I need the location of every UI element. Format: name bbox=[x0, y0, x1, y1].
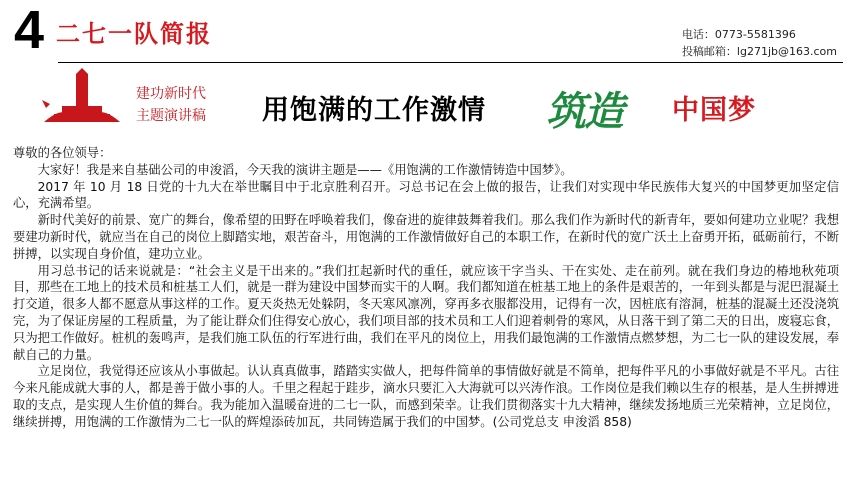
column-tag bbox=[136, 83, 206, 127]
monument-emblem-icon bbox=[40, 68, 124, 124]
article-paragraph: 用习总书记的话来说就是：“社会主义是干出来的。”我们扛起新时代的重任，就应该干字当头、干在实处、走在前列。就在我们身边的椿地秋苑项目，那些在工地上的技术员和桩基工人们，就是一群为建设中国梦而实干的人啊。我们都知道在桩基工地上的条件是艰苦的，一年到头都是与泥巴混凝土打交道，很多人都不愿意从事这样的工作。夏天炎热无处躲阴，冬天寒风凛冽，穿再多衣服都没用，记得有一次，因桩底有溶洞，桩基的混凝土还没浇筑完，为了保证房屋的工程质量，为了能让群众们住得安心放心，我们项目部的技术员和工人们迎着刺骨的寒风，从日落干到了第二天的日出，废寝忘食，只为把工作做好。桩机的轰鸣声，是我们施工队伍的行军进行曲，我们在平凡的岗位上，用我们最饱满的工作激情点燃梦想，为二七一队的建设发展，奉献自己的力量。 bbox=[13, 263, 839, 362]
masthead-rule bbox=[58, 62, 843, 63]
contact-email: 投稿邮箱：lg271jb@163.com bbox=[681, 45, 837, 58]
issue-number: 4 bbox=[14, 0, 43, 60]
column-tag-line2: 主题演讲稿 bbox=[136, 108, 206, 124]
article-paragraph: 立足岗位，我觉得还应该从小事做起。认认真真做事，踏踏实实做人，把每件简单的事情做好就是不简单，把每件平凡的小事做好就是不平凡。古往今来凡能成就大事的人，都是善于做小事的人。千里之程起于跬步，滴水只要汇入大海就可以兴涛作浪。工作岗位是我们赖以生存的根基，是人生拼搏进取的支点，是实现人生价值的舞台。我为能加入温暖奋进的二七一队，而感到荣幸。让我们贯彻落实十九大精神，继续发扬地质三光荣精神，立足岗位，继续拼搏，用饱满的工作激情为二七一队的辉煌添砖加瓦，共同铸造属于我们的中国梦。(公司党总支 申浚滔 858) bbox=[13, 364, 839, 429]
speech-article bbox=[13, 145, 839, 431]
paper-name: 二七一队简报 bbox=[56, 19, 212, 48]
headline-main: 用饱满的工作激情 bbox=[262, 95, 486, 126]
contact-info bbox=[682, 26, 837, 60]
article-greeting: 尊敬的各位领导： bbox=[13, 146, 112, 160]
article-paragraph: 大家好！我是来自基础公司的申浚滔，今天我的演讲主题是——《用饱满的工作激情铸造中国梦》。 bbox=[37, 162, 573, 177]
article-paragraph: 新时代美好的前景、宽广的舞台，像希望的田野在呼唤着我们，像奋进的旋律鼓舞着我们。那么我们作为新时代的新青年，要如何建功立业呢？我想要建功新时代，就应当在自己的岗位上脚踏实地，艰苦奋斗，用饱满的工作激情做好自己的本职工作，在新时代的宽广沃土上奋勇开拓，砥砺前行，不断拼搏，以实现自身价值，建功立业。 bbox=[13, 213, 839, 261]
headline-zhuzao: 筑造 bbox=[546, 88, 622, 135]
headline-zhongguomeng: 中国梦 bbox=[672, 95, 756, 126]
column-tag-line1: 建功新时代 bbox=[136, 86, 206, 102]
contact-phone: 电话：0773-5581396 bbox=[681, 28, 796, 41]
article-paragraph: 2017 年 10 月 18 日党的十九大在举世瞩目中于北京胜利召开。习总书记在会上做的报告，让我们对实现中华民族伟大复兴的中国梦更加坚定信心，充满希望。 bbox=[13, 179, 839, 211]
